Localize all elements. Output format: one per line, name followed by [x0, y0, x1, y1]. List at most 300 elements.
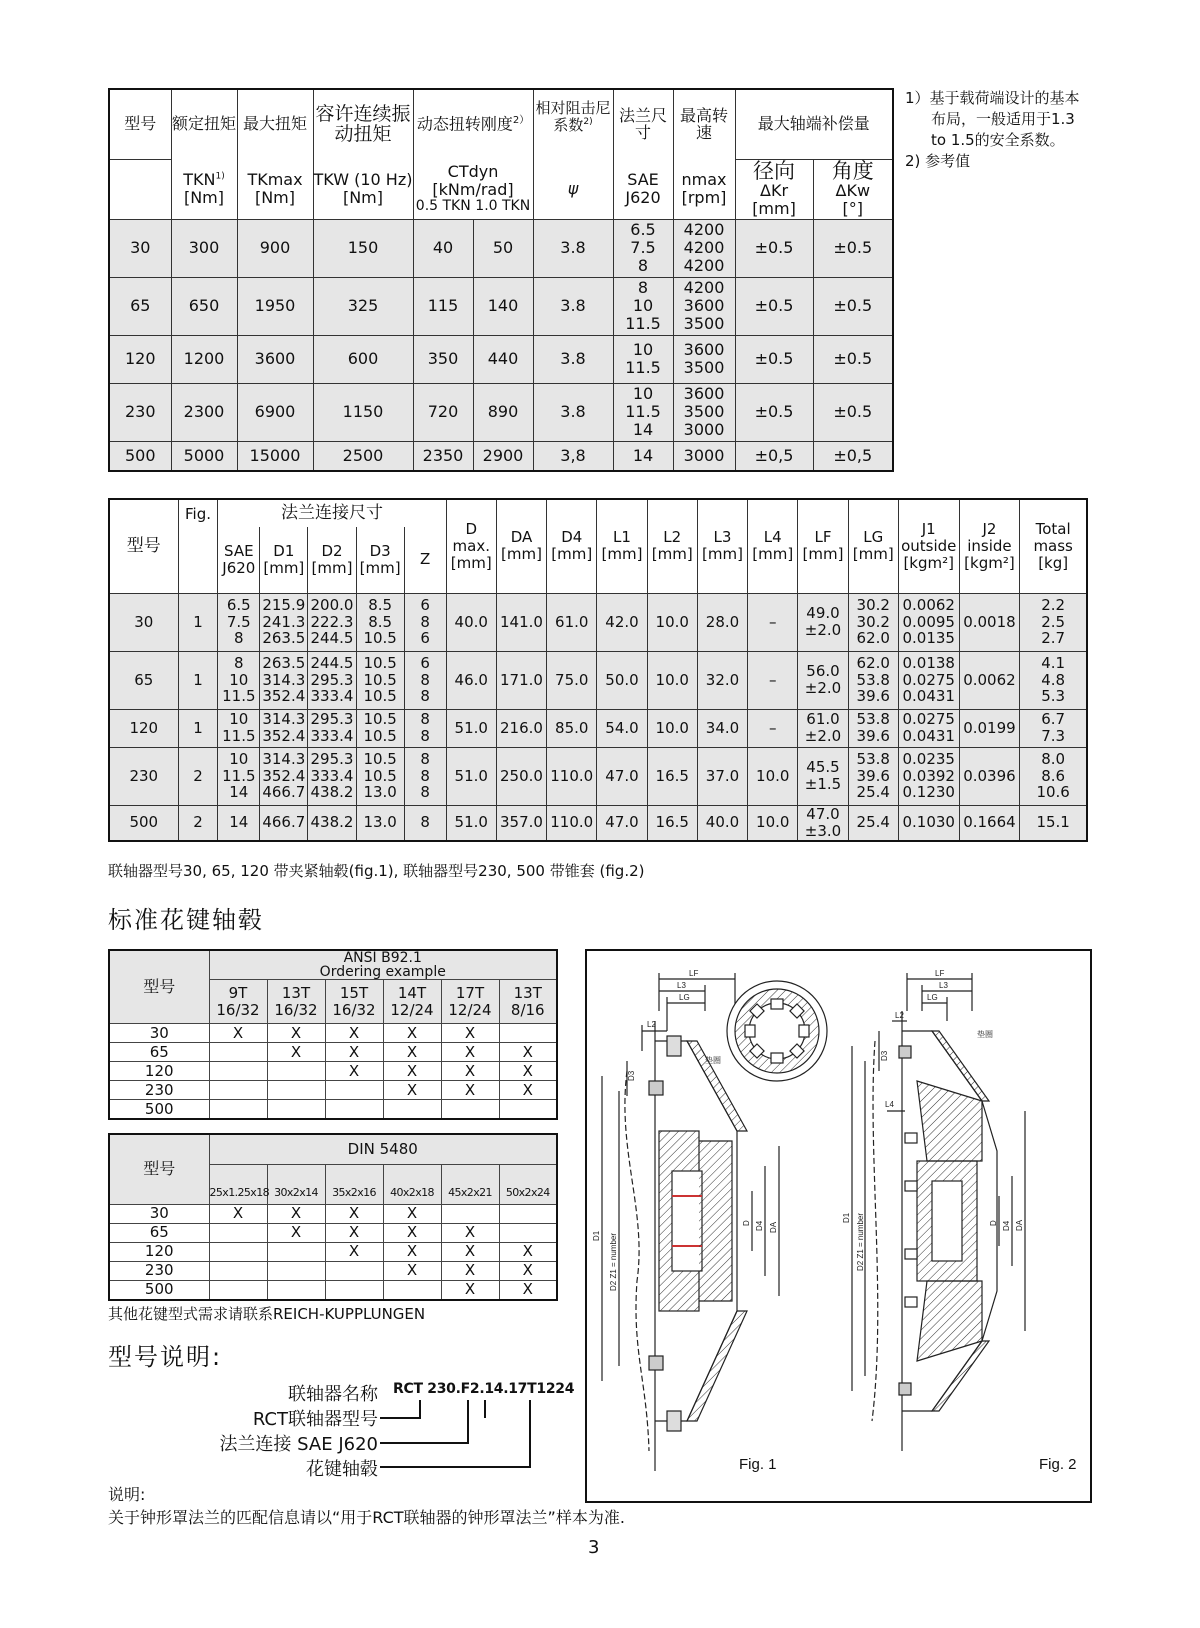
t2-dmax: 51.0: [446, 709, 496, 747]
t2-d3-line: 13.0: [363, 783, 397, 802]
t2-d1-line: 466.7: [262, 813, 306, 832]
t2-d2: [308, 651, 356, 709]
spline-title: 标准花键轴毂: [108, 906, 264, 934]
t2-j1: [898, 747, 959, 805]
t2-mass-line: 8.6: [1041, 766, 1066, 785]
ansi-mark: X: [383, 1024, 441, 1043]
t2-head-l2: L2 [mm]: [647, 499, 697, 593]
t2-sae-line: 10: [229, 710, 249, 729]
t2-l4: 10.0: [748, 747, 798, 805]
t2-mass-line: 4.8: [1041, 670, 1066, 689]
t2-mass: [1020, 593, 1087, 651]
din-mark: [499, 1204, 557, 1223]
t2-d2-line: 244.5: [310, 629, 354, 648]
table-row: [109, 1043, 557, 1062]
t2-j2: 0.1664: [959, 805, 1020, 841]
table-row: [109, 277, 893, 335]
ansi-mark: [267, 1062, 325, 1081]
t1-c05: 350: [413, 335, 473, 383]
fig2-label-washer: 垫圈: [977, 1030, 993, 1039]
t2-da: 216.0: [496, 709, 546, 747]
t1-sae-line: 11.5: [625, 402, 661, 422]
t2-d1: [260, 709, 308, 747]
ansi-model: 120: [109, 1062, 209, 1081]
t2-da: 171.0: [496, 651, 546, 709]
t1-kw: ±0,5: [813, 441, 893, 471]
table-row: [109, 219, 893, 277]
t2-d2-line: 438.2: [310, 813, 354, 832]
t2-head-lg: LG [mm]: [848, 499, 898, 593]
ansi-mark: X: [383, 1081, 441, 1100]
din-mark: [209, 1280, 267, 1300]
t2-head-d3: D3 [mm]: [356, 527, 404, 593]
t1-head-flange: 法兰尺寸: [613, 89, 673, 159]
t2-head-d1: D1 [mm]: [260, 527, 308, 593]
table-row: [109, 1062, 557, 1081]
t2-lf-line: 47.0: [806, 804, 840, 823]
t2-sae-line: 7.5: [226, 612, 251, 631]
t2-d3-line: 10.5: [363, 766, 397, 785]
ansi-head-model: 型号: [109, 950, 209, 1024]
t2-lf: [798, 651, 848, 709]
t1-nmax: [673, 383, 735, 441]
t2-j1-line: 0.0235: [902, 749, 955, 768]
t2-lf-line: 56.0: [806, 662, 840, 681]
din-col-head: 50x2x24: [499, 1164, 557, 1204]
t2-j1-line: 0.0431: [902, 727, 955, 745]
t2-lf: [798, 709, 848, 747]
t2-l2: 10.0: [647, 651, 697, 709]
t2-head-mass: Total mass [kg]: [1020, 499, 1087, 593]
t1-vib: 2500: [313, 441, 413, 471]
t1-c10: 50: [473, 219, 533, 277]
t1-c10: 140: [473, 277, 533, 335]
t1-nmax-line: 4200: [683, 220, 725, 240]
t2-d3: [356, 651, 404, 709]
din-mark: X: [441, 1242, 499, 1261]
t2-mass-line: 10.6: [1036, 783, 1070, 802]
din-mark: [209, 1261, 267, 1280]
t1-rated: 300: [171, 219, 237, 277]
t2-lg-line: 25.4: [856, 783, 890, 802]
din-mark: X: [383, 1223, 441, 1242]
t2-d1-line: 352.4: [262, 727, 306, 745]
t2-d2: [308, 805, 356, 841]
t1-nmax: [673, 219, 735, 277]
t1-nmax: [673, 441, 735, 471]
t2-model: 65: [109, 651, 178, 709]
din-col-head: 40x2x18: [383, 1164, 441, 1204]
t2-j1-line: 0.0275: [902, 670, 955, 689]
din-mark: [499, 1223, 557, 1242]
t2-d2: [308, 593, 356, 651]
t2-mass-line: 4.1: [1041, 653, 1066, 672]
page-number: 3: [588, 1537, 600, 1558]
t1-kw: ±0.5: [813, 277, 893, 335]
technical-drawing: [585, 949, 1092, 1503]
din-model: 230: [109, 1261, 209, 1280]
t1-sae-line: 11.5: [625, 358, 661, 377]
t1-head-tkw: TKW (10 Hz) [Nm]: [313, 159, 413, 219]
t2-lg: [848, 651, 898, 709]
model-code: RCT 230.F2.14.17T1224: [393, 1381, 575, 1397]
t1-head-max: 最大扭矩: [237, 89, 313, 159]
t1-kr: ±0.5: [735, 219, 813, 277]
t2-dmax: 46.0: [446, 651, 496, 709]
fig1-label-d3: D3: [627, 1070, 636, 1081]
t2-d1-line: 314.3: [262, 670, 306, 689]
t2-d3-line: 10.5: [363, 670, 397, 689]
t2-sae-line: 11.5: [222, 727, 256, 745]
t1-nmax-line: 4200: [683, 238, 725, 258]
t2-sae-line: 10: [229, 749, 249, 768]
t2-d1: [260, 747, 308, 805]
t1-model: 230: [109, 383, 171, 441]
t2-l3: 37.0: [697, 747, 747, 805]
t2-d3-line: 10.5: [363, 653, 397, 672]
t1-c05: 720: [413, 383, 473, 441]
din-mark: [209, 1223, 267, 1242]
t1-head-sae: SAE J620: [613, 159, 673, 219]
din-col-head: 35x2x16: [325, 1164, 383, 1204]
t2-d2-line: 438.2: [310, 783, 354, 802]
footnotes: [905, 88, 1085, 172]
t2-lg-line: 53.8: [856, 670, 890, 689]
t2-l1: 54.0: [597, 709, 647, 747]
t2-d2-line: 333.4: [310, 766, 354, 785]
din-mark: [441, 1204, 499, 1223]
t2-fig: 1: [178, 593, 218, 651]
t2-d1-line: 352.4: [262, 766, 306, 785]
ansi-mark: X: [441, 1024, 499, 1043]
t1-psi: 3.8: [533, 277, 613, 335]
t2-head-sae: SAE J620: [218, 527, 260, 593]
t2-j1-line: 0.1230: [902, 783, 955, 802]
din-mark: X: [499, 1261, 557, 1280]
t2-sae: [218, 805, 260, 841]
fig1-label-lg: LG: [679, 993, 690, 1002]
ansi-mark: X: [499, 1043, 557, 1062]
ansi-mark: [267, 1100, 325, 1120]
t1-sae-line: 10: [632, 384, 654, 404]
t2-sae-line: 14: [229, 783, 249, 802]
din-head-model: 型号: [109, 1134, 209, 1204]
ansi-col-head: [441, 980, 499, 1024]
din-table: [108, 1133, 558, 1301]
legend-item-spline: 花键轴毂: [306, 1459, 378, 1480]
t1-sae: [613, 383, 673, 441]
t2-j2: 0.0396: [959, 747, 1020, 805]
t2-l1: 47.0: [597, 805, 647, 841]
ansi-col-line: 9T: [228, 983, 248, 1002]
fig1-label-lf: LF: [689, 969, 699, 978]
din-title: DIN 5480: [209, 1134, 557, 1164]
din-mark: X: [383, 1204, 441, 1223]
ansi-mark: [209, 1081, 267, 1100]
t1-sae-line: 7.5: [630, 238, 656, 258]
ansi-mark: X: [383, 1062, 441, 1081]
t2-lg-line: 53.8: [856, 710, 890, 729]
t2-head-z: Z: [404, 527, 446, 593]
ansi-mark: [209, 1062, 267, 1081]
table-row: [109, 1242, 557, 1261]
t1-c10: 2900: [473, 441, 533, 471]
t1-vib: 325: [313, 277, 413, 335]
t1-head-tkn: TKN$^{1)}$ [Nm]: [171, 159, 237, 219]
ansi-mark: X: [325, 1024, 383, 1043]
drawing-svg: [587, 951, 1090, 1501]
t2-head-l4: L4 [mm]: [748, 499, 798, 593]
t2-lg-line: 39.6: [856, 687, 890, 706]
t1-head-rated: 额定扭矩: [171, 89, 237, 159]
ansi-title: ANSI B92.1 Ordering example: [209, 950, 557, 980]
t2-mass-line: 2.2: [1041, 595, 1066, 614]
ansi-mark: [325, 1100, 383, 1120]
t2-z-line: 8: [420, 687, 430, 706]
t2-d1: [260, 651, 308, 709]
ansi-mark: [441, 1100, 499, 1120]
din-mark: X: [267, 1204, 325, 1223]
table-row: [109, 1081, 557, 1100]
ansi-mark: [209, 1100, 267, 1120]
t1-sae-line: 14: [632, 445, 654, 465]
t1-model: 65: [109, 277, 171, 335]
t2-d1-line: 241.3: [262, 612, 306, 631]
fig1-label-d2z1: D2 Z1 = number: [609, 1232, 618, 1291]
t1-kr: ±0.5: [735, 383, 813, 441]
din-model: 500: [109, 1280, 209, 1300]
t2-mass-line: 5.3: [1041, 687, 1066, 706]
t1-max: 3600: [237, 335, 313, 383]
ansi-mark: [267, 1081, 325, 1100]
fig1-label-d4: D4: [755, 1220, 764, 1231]
table-row: [109, 1024, 557, 1043]
t2-model: 120: [109, 709, 178, 747]
fig1-drawing: [602, 973, 827, 1471]
t2-z-line: 6: [420, 653, 430, 672]
t2-z: [404, 747, 446, 805]
t2-l3: 32.0: [697, 651, 747, 709]
fig2-label-da: DA: [1015, 1219, 1024, 1231]
t2-sae-line: 10: [229, 670, 249, 689]
table-row: [109, 651, 1087, 709]
t2-da: 141.0: [496, 593, 546, 651]
t2-z-line: 8: [420, 612, 430, 631]
fig2-label-l2: L2: [895, 1011, 904, 1020]
t1-max: 900: [237, 219, 313, 277]
fig2-label-d2z1: D2 Z1 = number: [856, 1212, 865, 1271]
t2-lf-line: ±2.0: [804, 621, 842, 639]
ansi-mark: X: [499, 1081, 557, 1100]
t2-model: 30: [109, 593, 178, 651]
t2-d2: [308, 709, 356, 747]
t2-fig: 2: [178, 805, 218, 841]
ansi-mark: [209, 1043, 267, 1062]
t2-mass: [1020, 805, 1087, 841]
t2-z: [404, 593, 446, 651]
t2-lf: [798, 593, 848, 651]
fig2-label-d: D: [989, 1220, 998, 1226]
din-col-head: 45x2x21: [441, 1164, 499, 1204]
footnote-1: 1）基于载荷端设计的基本布局，一般适用于1.3 to 1.5的安全系数。: [905, 89, 1080, 149]
ansi-col-line: 13T: [281, 983, 311, 1002]
t1-sae-line: 14: [632, 419, 654, 439]
table-row: [109, 805, 1087, 841]
t2-j1: [898, 805, 959, 841]
fig1-label-washer: 垫圈: [705, 1056, 721, 1065]
t2-j1-line: 0.0392: [902, 766, 955, 785]
t2-sae-line: 8: [234, 629, 244, 648]
t2-j1-line: 0.0095: [902, 612, 955, 631]
t2-d3-line: 13.0: [363, 813, 397, 832]
t1-nmax: [673, 277, 735, 335]
ansi-mark: [383, 1100, 441, 1120]
t1-nmax-line: 4200: [683, 278, 725, 298]
t2-d3-line: 10.5: [363, 749, 397, 768]
t2-head-da: DA [mm]: [496, 499, 546, 593]
t1-psi: 3.8: [533, 219, 613, 277]
t2-j2: 0.0018: [959, 593, 1020, 651]
t1-max: 15000: [237, 441, 313, 471]
t2-d4: 61.0: [547, 593, 597, 651]
legend-item-name: 联轴器名称: [288, 1384, 378, 1405]
t1-sae-line: 8: [637, 278, 649, 298]
t2-lf: [798, 747, 848, 805]
t1-head-ctdyn: CTdyn [kNm/rad] 0.5 TKN 1.0 TKN: [413, 159, 533, 219]
t2-lg-line: 39.6: [856, 727, 890, 745]
t2-head-d4: D4 [mm]: [547, 499, 597, 593]
t2-lf-line: 61.0: [806, 710, 840, 729]
table-row: [109, 383, 893, 441]
t2-z-line: 8: [420, 783, 430, 802]
din-col-head: 30x2x14: [267, 1164, 325, 1204]
t2-lg-line: 25.4: [856, 813, 890, 832]
t1-head-dkr: 径向 ΔKr [mm]: [735, 159, 813, 219]
t2-dmax: 51.0: [446, 805, 496, 841]
t2-d1-line: 215.9: [262, 595, 306, 614]
remark-title: 说明:: [108, 1485, 146, 1504]
ansi-col-head: [267, 980, 325, 1024]
dimension-table: [108, 498, 1088, 842]
t2-z-line: 8: [420, 813, 430, 832]
t2-head-j1: J1 outside [kgm²]: [898, 499, 959, 593]
t2-head-l1: L1 [mm]: [597, 499, 647, 593]
t2-mass: [1020, 651, 1087, 709]
t2-lg-line: 30.2: [856, 612, 890, 631]
coupling-caption: 联轴器型号30, 65, 120 带夹紧轴毂(fig.1), 联轴器型号230, 500 带锥套 (fig.2): [108, 862, 645, 880]
t2-d1: [260, 805, 308, 841]
fig2-label-l3: L3: [939, 981, 948, 990]
t2-d1-line: 466.7: [262, 783, 306, 802]
ansi-col-line: 15T: [339, 983, 369, 1002]
t2-lg: [848, 593, 898, 651]
fig1-label-d1: D1: [592, 1230, 601, 1241]
t2-fig: 1: [178, 709, 218, 747]
t2-z-line: 6: [420, 595, 430, 614]
t2-d3: [356, 747, 404, 805]
t1-head-nmax: nmax [rpm]: [673, 159, 735, 219]
t2-mass: [1020, 709, 1087, 747]
t1-nmax-line: 3000: [683, 445, 725, 465]
t2-sae: [218, 593, 260, 651]
t2-fig: 1: [178, 651, 218, 709]
t1-psi: 3,8: [533, 441, 613, 471]
ansi-mark: [325, 1081, 383, 1100]
t2-j1-line: 0.1030: [902, 813, 955, 832]
t2-j1-line: 0.0062: [902, 595, 955, 614]
ansi-col-line: 13T: [513, 983, 542, 1002]
t2-d1-line: 352.4: [262, 687, 306, 706]
t1-model: 120: [109, 335, 171, 383]
t1-rated: 1200: [171, 335, 237, 383]
t2-da: 250.0: [496, 747, 546, 805]
t2-head-fig: Fig.: [178, 499, 218, 593]
ansi-col-head: [209, 980, 267, 1024]
t2-d2-line: 200.0: [310, 595, 354, 614]
ansi-mark: X: [267, 1043, 325, 1062]
t2-l2: 16.5: [647, 805, 697, 841]
t2-d1-line: 314.3: [262, 710, 306, 729]
table-row: [109, 1280, 557, 1300]
t2-sae: [218, 651, 260, 709]
t2-l4: –: [748, 709, 798, 747]
t2-d2: [308, 747, 356, 805]
t2-d3: [356, 805, 404, 841]
ansi-col-line: 16/32: [274, 1000, 318, 1019]
din-mark: X: [441, 1280, 499, 1300]
fig1-label-d: D: [742, 1220, 751, 1226]
t1-nmax-line: 3600: [683, 296, 725, 316]
ansi-model: 230: [109, 1081, 209, 1100]
t2-dmax: 51.0: [446, 747, 496, 805]
ansi-col-head: [499, 980, 557, 1024]
table-row: [109, 1204, 557, 1223]
ansi-col-line: 17T: [455, 983, 485, 1002]
t2-j2: 0.0062: [959, 651, 1020, 709]
fig2-label-d3: D3: [880, 1050, 889, 1061]
type-title: 型号说明:: [108, 1343, 223, 1371]
din-mark: X: [441, 1223, 499, 1242]
t2-d3-line: 10.5: [363, 687, 397, 706]
t2-lg: [848, 805, 898, 841]
t2-dmax: 40.0: [446, 593, 496, 651]
t1-psi: 3.8: [533, 335, 613, 383]
din-model: 30: [109, 1204, 209, 1223]
t1-head-damp: 相对阻击尼系数$^{2)}$: [533, 89, 613, 159]
t2-j1-line: 0.0138: [902, 653, 955, 672]
t1-sae-line: 10: [632, 296, 654, 316]
t1-head-psi: ψ: [533, 159, 613, 219]
t1-sae-line: 8: [637, 255, 649, 275]
t2-d1-line: 263.5: [262, 629, 306, 648]
ansi-col-line: 12/24: [448, 1000, 492, 1019]
t1-rated: 650: [171, 277, 237, 335]
t2-d3: [356, 709, 404, 747]
t2-l2: 10.0: [647, 709, 697, 747]
ansi-mark: X: [325, 1043, 383, 1062]
t1-c05: 2350: [413, 441, 473, 471]
t1-nmax-line: 4200: [683, 255, 725, 275]
t2-sae-line: 14: [229, 813, 249, 832]
fig2-label-lf: LF: [935, 969, 945, 978]
ansi-col-line: 12/24: [390, 1000, 434, 1019]
ansi-model: 30: [109, 1024, 209, 1043]
t2-sae-line: 11.5: [222, 687, 256, 706]
t2-l3: 40.0: [697, 805, 747, 841]
t1-sae-line: 11.5: [625, 313, 661, 333]
t1-max: 1950: [237, 277, 313, 335]
t1-model: 30: [109, 219, 171, 277]
